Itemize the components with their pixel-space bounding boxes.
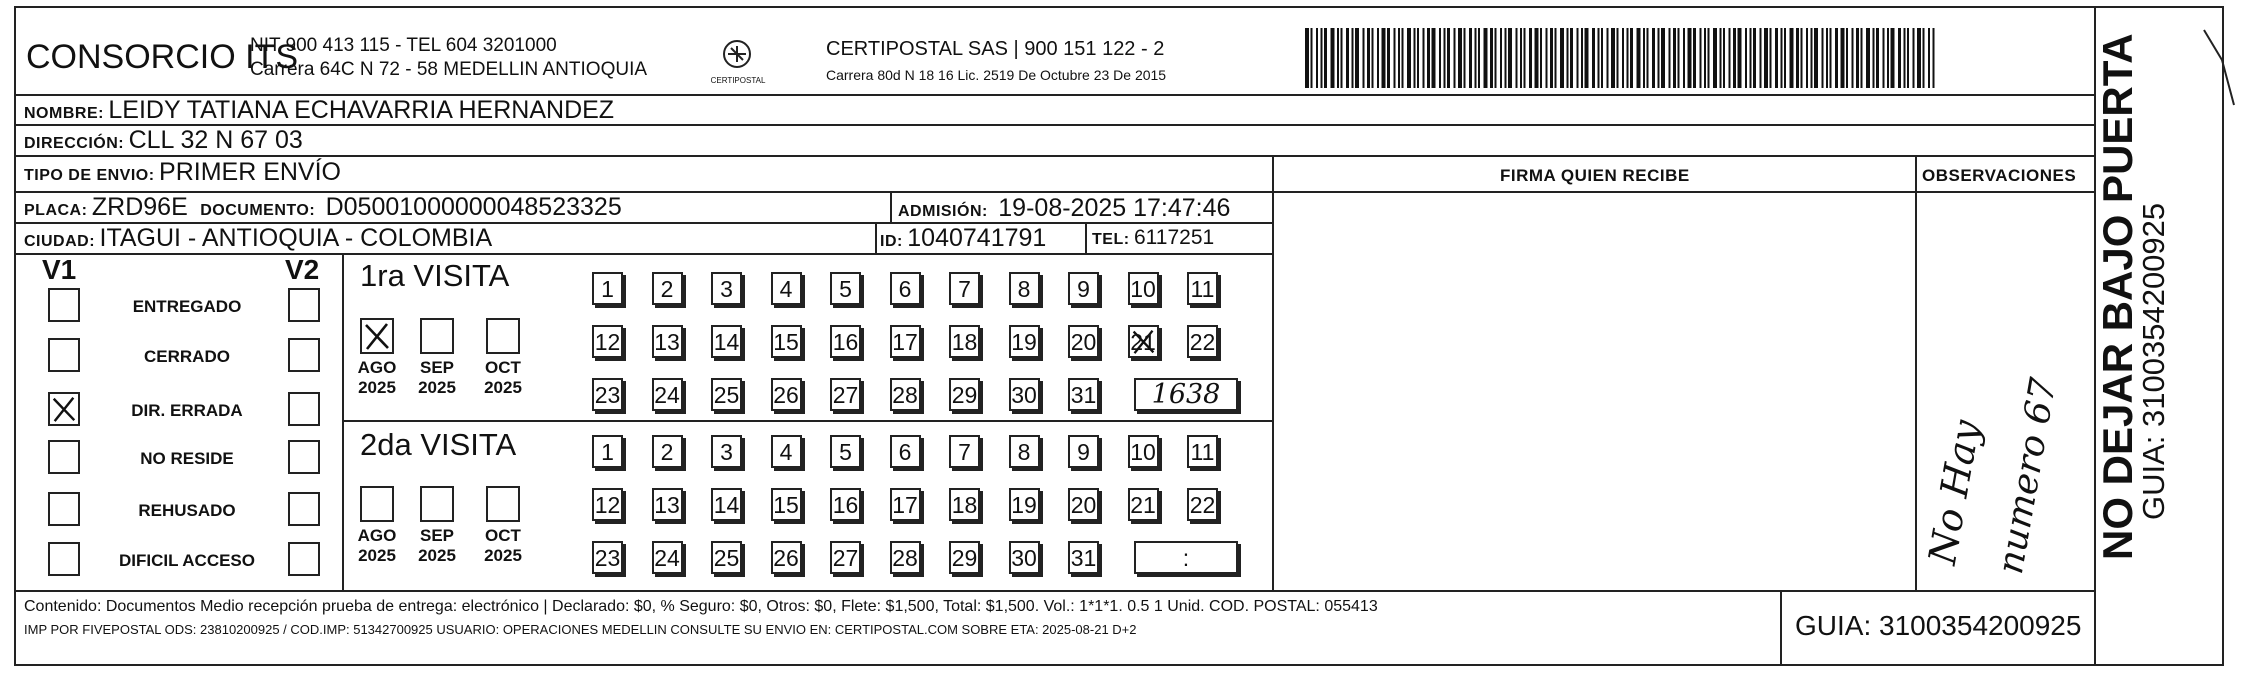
day-box[interactable]: 11 [1187, 435, 1218, 468]
v2-checkbox[interactable] [288, 492, 320, 526]
v2-checkbox[interactable] [288, 392, 320, 426]
status-label: ENTREGADO [132, 297, 242, 316]
day-box[interactable]: 25 [711, 378, 742, 411]
day-box[interactable]: 31 [1068, 378, 1099, 411]
month-checkbox[interactable] [420, 486, 454, 522]
day-box[interactable]: 26 [771, 541, 802, 574]
check-mark-icon [362, 320, 392, 352]
logo-text: CERTIPOSTAL [710, 76, 766, 85]
v2-checkbox[interactable] [288, 288, 320, 322]
side-warning: NO DEJAR BAJO PUERTA [2094, 33, 2141, 560]
documento-value: D05001000000048523325 [325, 193, 622, 221]
time-box-second[interactable] [1134, 541, 1238, 574]
day-box[interactable]: 19 [1009, 325, 1040, 358]
observaciones-header: OBSERVACIONES [1922, 166, 2077, 185]
day-box[interactable]: 29 [949, 378, 980, 411]
tipo-value: PRIMER ENVÍO [159, 158, 342, 186]
firma-header: FIRMA QUIEN RECIBE [1500, 166, 1690, 185]
day-box[interactable]: 8 [1009, 435, 1040, 468]
status-label: REHUSADO [138, 501, 236, 520]
day-box[interactable]: 20 [1068, 488, 1099, 521]
direccion-row [24, 126, 303, 155]
day-box[interactable]: 12 [592, 325, 623, 358]
day-box[interactable]: 9 [1068, 272, 1099, 305]
month-checkbox[interactable] [360, 318, 394, 354]
day-box[interactable]: 14 [711, 488, 742, 521]
documento-label: DOCUMENTO: [200, 202, 316, 219]
day-box[interactable]: 28 [890, 378, 921, 411]
day-box[interactable]: 15 [771, 488, 802, 521]
v1-checkbox[interactable] [48, 440, 80, 474]
check-mark-icon [1130, 327, 1157, 356]
brand-contact [250, 34, 647, 82]
day-box[interactable]: 13 [652, 488, 683, 521]
month-label: AGO 2025 [357, 358, 397, 397]
day-box[interactable]: 10 [1128, 272, 1159, 305]
id-row [880, 224, 1046, 253]
placa-row [24, 193, 622, 222]
footer-guia: GUIA: 3100354200925 [1795, 610, 2082, 641]
day-box[interactable]: 18 [949, 488, 980, 521]
v1-checkbox[interactable] [48, 542, 80, 576]
day-box[interactable]: 28 [890, 541, 921, 574]
tel-value: 6117251 [1134, 226, 1215, 249]
direccion-value: CLL 32 N 67 03 [128, 126, 303, 154]
month-label: AGO 2025 [357, 526, 397, 565]
time-box-first[interactable] [1134, 378, 1238, 411]
admision-label: ADMISIÓN: [898, 203, 988, 220]
day-box[interactable]: 22 [1187, 488, 1218, 521]
day-box[interactable]: 23 [592, 541, 623, 574]
corner-mark-icon [2200, 20, 2240, 120]
day-box[interactable]: 30 [1009, 541, 1040, 574]
ciudad-label: CIUDAD: [24, 233, 96, 250]
certipostal-line: CERTIPOSTAL SAS | 900 151 122 - 2 [826, 38, 1165, 60]
time-second: : [1182, 545, 1190, 571]
day-box[interactable]: 8 [1009, 272, 1040, 305]
certipostal-address: Carrera 80d N 18 16 Lic. 2519 De Octubre 23 De 2015 [826, 67, 1167, 83]
day-box[interactable]: 3 [711, 435, 742, 468]
v1-checkbox[interactable] [48, 492, 80, 526]
nombre-label: NOMBRE: [24, 105, 104, 122]
day-box[interactable]: 4 [771, 272, 802, 305]
id-label: ID: [880, 233, 903, 250]
day-box[interactable]: 2 [652, 272, 683, 305]
day-box[interactable]: 1 [592, 435, 623, 468]
status-label: DIFICIL ACCESO [118, 551, 255, 570]
day-box[interactable]: 5 [830, 435, 861, 468]
admision-row [898, 194, 1230, 223]
v1-checkbox[interactable] [48, 338, 80, 372]
day-box[interactable]: 24 [652, 378, 683, 411]
certipostal-info [826, 36, 1166, 88]
day-box[interactable]: 2 [652, 435, 683, 468]
nombre-value: LEIDY TATIANA ECHAVARRIA HERNANDEZ [108, 96, 615, 124]
day-box[interactable]: 20 [1068, 325, 1099, 358]
day-box[interactable]: 26 [771, 378, 802, 411]
ciudad-row [24, 224, 492, 253]
day-box[interactable]: 17 [890, 325, 921, 358]
day-box[interactable]: 6 [890, 435, 921, 468]
day-box[interactable]: 7 [949, 435, 980, 468]
observation-handwriting-2: numero 67 [1990, 375, 2065, 578]
day-box[interactable]: 19 [1009, 488, 1040, 521]
month-label: SEP 2025 [418, 526, 456, 565]
day-box[interactable]: 18 [949, 325, 980, 358]
day-box[interactable]: 24 [652, 541, 683, 574]
v1-checkbox[interactable] [48, 288, 80, 322]
check-mark-icon [50, 394, 78, 424]
nombre-row [24, 96, 614, 125]
day-box[interactable]: 27 [830, 378, 861, 411]
day-box[interactable]: 16 [830, 325, 861, 358]
day-box[interactable]: 30 [1009, 378, 1040, 411]
day-box[interactable]: 25 [711, 541, 742, 574]
month-label: OCT 2025 [484, 358, 522, 397]
day-box[interactable]: 23 [592, 378, 623, 411]
footer-content: Contenido: Documentos Medio recepción prueba de entrega: electrónico | Declarado: $0, % Seguro: $0, Otros: $0, Flete: $1,500, Total: $1,500. Vol.: 1*1*1. 0.5 1 Unid. COD. POSTAL: 055413 [24, 598, 1378, 615]
tipo-label: TIPO DE ENVIO: [24, 167, 155, 184]
day-box[interactable]: 22 [1187, 325, 1218, 358]
month-checkbox[interactable] [486, 486, 520, 522]
v1-checkbox[interactable] [48, 392, 80, 426]
nit-line: NIT 900 413 115 - TEL 604 3201000 [250, 35, 557, 56]
v2-checkbox[interactable] [288, 338, 320, 372]
day-box[interactable]: 21 [1128, 325, 1159, 358]
placa-value: ZRD96E [91, 193, 188, 221]
day-box[interactable]: 21 [1128, 488, 1159, 521]
day-box[interactable]: 12 [592, 488, 623, 521]
tel-row [1092, 226, 1214, 250]
day-box[interactable]: 15 [771, 325, 802, 358]
day-box[interactable]: 9 [1068, 435, 1099, 468]
v2-checkbox[interactable] [288, 440, 320, 474]
month-label: SEP 2025 [418, 358, 456, 397]
status-label: NO RESIDE [140, 449, 234, 468]
placa-label: PLACA: [24, 202, 88, 219]
day-box[interactable]: 11 [1187, 272, 1218, 305]
day-box[interactable]: 10 [1128, 435, 1159, 468]
second-visit-title: 2da VISITA [360, 427, 517, 462]
day-box[interactable]: 27 [830, 541, 861, 574]
id-value: 1040741791 [907, 224, 1047, 252]
day-box[interactable]: 4 [771, 435, 802, 468]
direccion-label: DIRECCIÓN: [24, 135, 125, 152]
time-first: 1638 [1151, 379, 1221, 410]
v2-header: V2 [285, 254, 320, 285]
month-checkbox[interactable] [360, 486, 394, 522]
tel-label: TEL: [1092, 231, 1130, 248]
month-label: OCT 2025 [484, 526, 522, 565]
day-box[interactable]: 5 [830, 272, 861, 305]
tipo-row [24, 158, 341, 187]
day-box[interactable]: 7 [949, 272, 980, 305]
v1-header: V1 [42, 254, 77, 285]
day-box[interactable]: 29 [949, 541, 980, 574]
day-box[interactable]: 31 [1068, 541, 1099, 574]
day-box[interactable]: 16 [830, 488, 861, 521]
day-box[interactable]: 1 [592, 272, 623, 305]
side-guia: GUIA: 3100354200925 [2136, 202, 2171, 520]
first-visit-title: 1ra VISITA [360, 258, 510, 293]
brand-name: CONSORCIO ITS [26, 38, 299, 76]
month-checkbox[interactable] [486, 318, 520, 354]
day-box[interactable]: 17 [890, 488, 921, 521]
v2-checkbox[interactable] [288, 542, 320, 576]
observation-handwriting-1: No Hay [1920, 416, 1989, 568]
status-label: CERRADO [144, 347, 230, 366]
day-box[interactable]: 13 [652, 325, 683, 358]
day-box[interactable]: 14 [711, 325, 742, 358]
month-checkbox[interactable] [420, 318, 454, 354]
day-box[interactable]: 3 [711, 272, 742, 305]
footer-print-info: IMP POR FIVEPOSTAL ODS: 23810200925 / COD.IMP: 51342700925 USUARIO: OPERACIONES MEDELLIN CONSULTE SU ENVIO EN: CERTIPOSTAL.COM SOBRE ETA: 2025-08-21 D+2 [24, 622, 1137, 637]
ciudad-value: ITAGUI - ANTIOQUIA - COLOMBIA [99, 224, 493, 252]
address-line: Carrera 64C N 72 - 58 MEDELLIN ANTIOQUIA [250, 59, 648, 80]
day-box[interactable]: 6 [890, 272, 921, 305]
status-label: DIR. ERRADA [131, 401, 243, 420]
admision-value: 19-08-2025 17:47:46 [998, 194, 1231, 222]
barcode [1305, 28, 1935, 88]
